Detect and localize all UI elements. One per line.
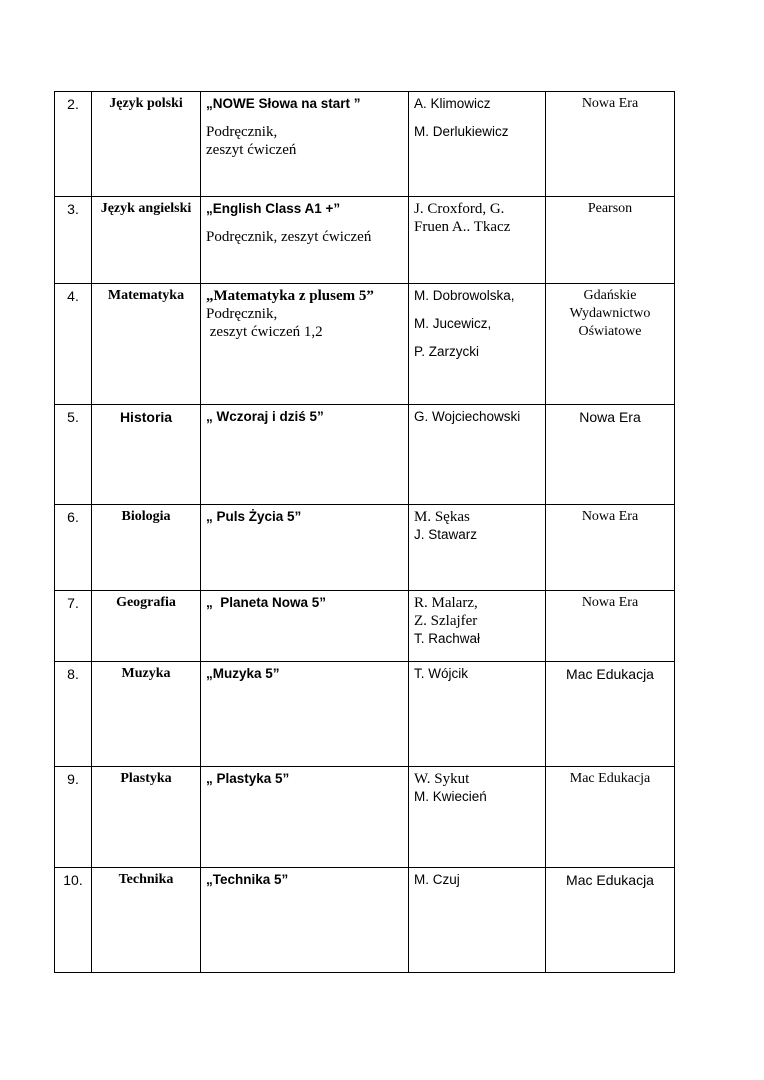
title-cell — [201, 662, 409, 767]
author: M. Derlukiewicz — [414, 124, 509, 139]
author: M. Czuj — [414, 872, 460, 887]
row-number: 7. — [55, 591, 92, 662]
publisher: Mac Edukacja — [546, 868, 675, 973]
author: R. Malarz, — [414, 595, 478, 611]
book-description: zeszyt ćwiczeń — [206, 142, 297, 158]
subject-name: Geografia — [92, 591, 201, 662]
author: T. Wójcik — [414, 666, 468, 681]
author: M. Sękas — [414, 509, 470, 525]
author: J. Stawarz — [414, 527, 478, 542]
row-number: 5. — [55, 405, 92, 505]
table-row — [55, 662, 675, 767]
authors-cell — [409, 405, 546, 505]
title-cell — [201, 405, 409, 505]
author: P. Zarzycki — [414, 344, 480, 359]
author: A. Klimowicz — [414, 96, 491, 111]
author: G. Wojciechowski — [414, 409, 521, 424]
publisher-cell — [546, 284, 675, 405]
row-number: 2. — [55, 92, 92, 197]
publisher: Mac Edukacja — [546, 662, 675, 767]
authors-cell — [409, 591, 546, 662]
table-row — [55, 767, 675, 868]
book-title: „Muzyka 5” — [206, 666, 280, 681]
textbook-table — [54, 91, 675, 973]
book-title: „Matematyka z plusem 5” — [206, 288, 374, 304]
author: M. Jucewicz, — [414, 316, 492, 331]
publisher: Nowa Era — [546, 591, 675, 662]
subject-name: Technika — [92, 868, 201, 973]
row-number: 3. — [55, 197, 92, 284]
book-description: Podręcznik, — [206, 306, 278, 322]
author: Fruen A.. Tkacz — [414, 219, 511, 235]
publisher-line: Wydawnictwo — [569, 306, 651, 321]
row-number: 10. — [55, 868, 92, 973]
publisher: Nowa Era — [546, 92, 675, 197]
title-cell — [201, 505, 409, 591]
table-row — [55, 505, 675, 591]
authors-cell — [409, 92, 546, 197]
publisher: Mac Edukacja — [546, 767, 675, 868]
subject-name: Historia — [92, 405, 201, 505]
book-title: „English Class A1 +” — [206, 201, 341, 216]
table-row — [55, 868, 675, 973]
book-description: Podręcznik, — [206, 124, 278, 140]
subject-name: Matematyka — [92, 284, 201, 405]
table-row — [55, 405, 675, 505]
book-title: „ Planeta Nowa 5” — [206, 595, 327, 610]
title-cell — [201, 197, 409, 284]
row-number: 6. — [55, 505, 92, 591]
publisher: Nowa Era — [546, 505, 675, 591]
row-number: 4. — [55, 284, 92, 405]
authors-cell — [409, 197, 546, 284]
authors-cell — [409, 284, 546, 405]
authors-cell — [409, 662, 546, 767]
publisher-line: Gdańskie — [583, 288, 637, 303]
author: J. Croxford, G. — [414, 201, 505, 217]
publisher: Pearson — [546, 197, 675, 284]
row-number: 8. — [55, 662, 92, 767]
author: Z. Szlajfer — [414, 613, 478, 629]
subject-name: Plastyka — [92, 767, 201, 868]
publisher: Nowa Era — [546, 405, 675, 505]
table-row — [55, 284, 675, 405]
publisher-line: Oświatowe — [578, 324, 642, 339]
title-cell — [201, 284, 409, 405]
book-title: „ Plastyka 5” — [206, 771, 290, 786]
title-cell — [201, 868, 409, 973]
title-cell — [201, 767, 409, 868]
row-number: 9. — [55, 767, 92, 868]
author: M. Dobrowolska, — [414, 288, 515, 303]
title-cell — [201, 591, 409, 662]
table-row — [55, 591, 675, 662]
author: M. Kwiecień — [414, 789, 487, 804]
authors-cell — [409, 767, 546, 868]
subject-name: Język angielski — [92, 197, 201, 284]
authors-cell — [409, 505, 546, 591]
author: T. Rachwał — [414, 631, 481, 646]
book-title: „NOWE Słowa na start ” — [206, 96, 361, 111]
book-description: zeszyt ćwiczeń 1,2 — [206, 324, 323, 340]
author: W. Sykut — [414, 771, 470, 787]
subject-name: Muzyka — [92, 662, 201, 767]
book-description: Podręcznik, zeszyt ćwiczeń — [206, 229, 372, 245]
table-row — [55, 197, 675, 284]
subject-name: Biologia — [92, 505, 201, 591]
authors-cell — [409, 868, 546, 973]
book-title: „Technika 5” — [206, 872, 289, 887]
subject-name: Język polski — [92, 92, 201, 197]
book-title: „ Puls Życia 5” — [206, 509, 302, 524]
table-row — [55, 92, 675, 197]
title-cell — [201, 92, 409, 197]
book-title: „ Wczoraj i dziś 5” — [206, 409, 324, 424]
